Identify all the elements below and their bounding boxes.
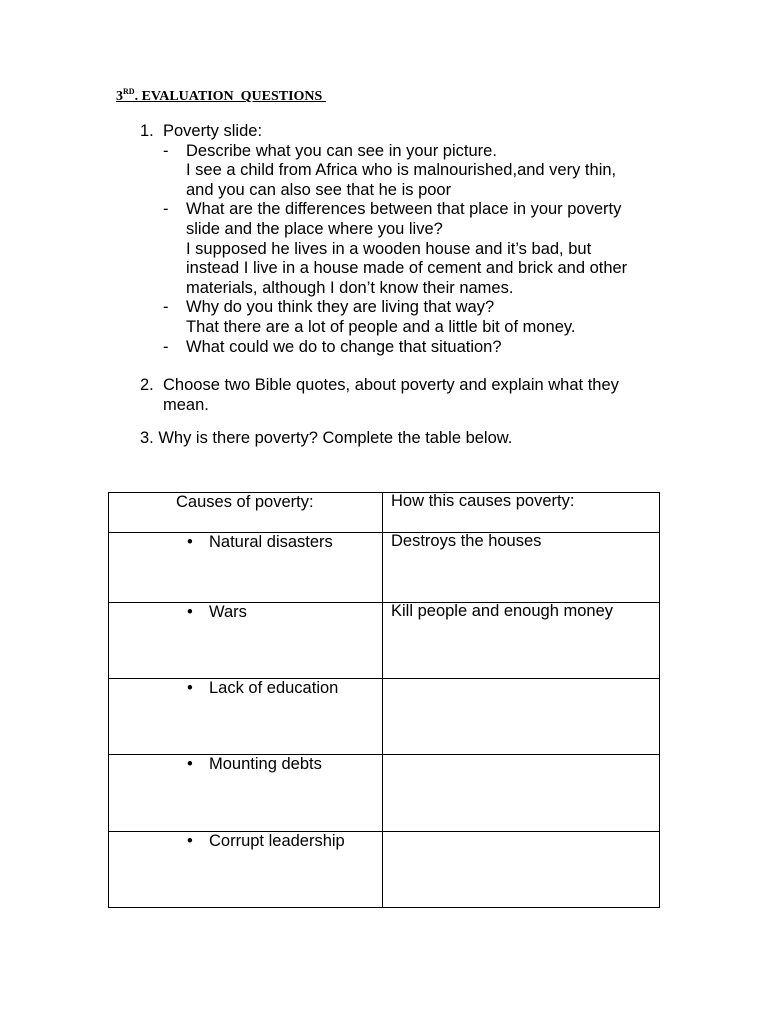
question-1-subquestions — [163, 142, 633, 358]
cause-cell — [109, 533, 383, 603]
cause-text: Corrupt leadership — [209, 832, 345, 850]
header-causes-label: Causes of poverty: — [176, 493, 314, 511]
subquestion-1 — [163, 142, 633, 201]
effect-cell — [383, 533, 660, 603]
cause-cell — [109, 832, 383, 908]
section-heading — [116, 87, 326, 105]
dash-marker: - — [163, 298, 169, 317]
cause-text: Wars — [209, 603, 247, 621]
subquestion-2 — [163, 200, 633, 298]
subquestion-answer: I supposed he lives in a wooden house and it’s bad, but instead I live in a house made of cement and brick and other materials, although I don’t know their names. — [186, 239, 628, 297]
cause-cell — [109, 679, 383, 755]
subquestion-3 — [163, 298, 633, 337]
cause-cell — [109, 603, 383, 679]
table-row — [109, 755, 660, 832]
subquestion-answer: That there are a lot of people and a little bit of money. — [186, 317, 576, 336]
table-row — [109, 603, 660, 679]
question-2-number: 2. — [140, 376, 154, 394]
header-effects-label: How this causes poverty: — [391, 492, 575, 510]
heading-ordinal-suffix: RD — [123, 87, 135, 96]
cause-text: Lack of education — [209, 679, 339, 697]
heading-number: 3 — [116, 89, 123, 104]
effect-cell — [383, 679, 660, 755]
bullet-marker: • — [187, 603, 193, 621]
cause-cell — [109, 755, 383, 832]
question-1-title: Poverty slide: — [163, 122, 263, 140]
cause-text: Natural disasters — [209, 533, 333, 551]
table-row — [109, 679, 660, 755]
cause-text: Mounting debts — [209, 755, 322, 773]
bullet-marker: • — [187, 755, 193, 773]
subquestion-text: Why do you think they are living that way? — [186, 298, 495, 317]
subquestion-text: Describe what you can see in your picture. — [186, 141, 497, 160]
bullet-marker: • — [187, 679, 193, 697]
table-row — [109, 832, 660, 908]
table-header-row — [109, 493, 660, 533]
dash-marker: - — [163, 200, 169, 219]
header-cell-causes — [109, 493, 383, 533]
table-row — [109, 533, 660, 603]
dash-marker: - — [163, 337, 169, 356]
subquestion-4 — [163, 338, 633, 358]
header-cell-effects — [383, 493, 660, 533]
effect-cell — [383, 603, 660, 679]
subquestion-text: What are the differences between that place in your poverty slide and the place where you live? — [186, 200, 622, 238]
subquestion-answer: I see a child from Africa who is malnourished,and very thin, and you can also see that he is poor — [186, 161, 617, 199]
heading-text: . EVALUATION QUESTIONS — [134, 89, 326, 104]
effect-text: Kill people and enough money — [391, 602, 614, 620]
bullet-marker: • — [187, 533, 193, 551]
question-1-number: 1. — [140, 122, 154, 140]
effect-text: Destroys the houses — [391, 532, 542, 550]
effect-cell — [383, 832, 660, 908]
bullet-marker: • — [187, 832, 193, 850]
question-2-text: Choose two Bible quotes, about poverty and explain what they mean. — [163, 376, 619, 414]
effect-cell — [383, 755, 660, 832]
question-3: 3. Why is there poverty? Complete the table below. — [140, 429, 513, 447]
dash-marker: - — [163, 141, 169, 160]
causes-table — [108, 492, 660, 908]
subquestion-text: What could we do to change that situation? — [186, 337, 502, 356]
